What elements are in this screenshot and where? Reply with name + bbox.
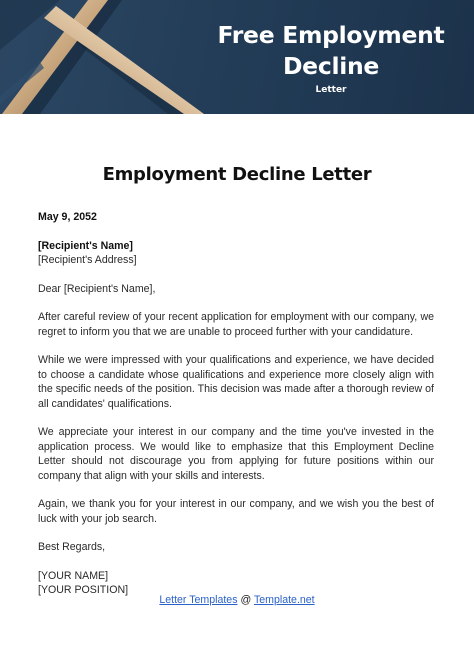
letter-date: May 9, 2052 — [38, 211, 97, 223]
template-net-link[interactable]: Template.net — [253, 594, 315, 606]
document-title: Employment Decline Letter — [102, 164, 372, 185]
signature-position: [YOUR POSITION] — [38, 584, 129, 596]
banner-text — [206, 20, 456, 95]
footer-separator: @ — [237, 594, 254, 606]
banner-subtitle: Letter — [315, 85, 347, 95]
paragraph-3: We appreciate your interest in our company and the time you've invested in the application process. We would like to emphasize that this Employment Decline Letter should not discourage you from applying for future positions within our company that align with your skills and interests. — [38, 426, 434, 482]
recipient-address: [Recipient's Address] — [38, 254, 137, 266]
letter-body — [38, 210, 434, 598]
paragraph-1: After careful review of your recent application for employment with our company, we regret to inform you that we are unable to proceed further with your candidature. — [38, 311, 434, 338]
signature-name: [YOUR NAME] — [38, 569, 109, 582]
banner-title: Free Employment Decline — [217, 21, 445, 80]
closing: Best Regards, — [38, 541, 106, 553]
letter-templates-link[interactable]: Letter Templates — [159, 594, 238, 606]
salutation: Dear [Recipient's Name], — [38, 282, 156, 295]
paragraph-2: While we were impressed with your qualifications and experience, we have decided to choose a candidate whose qualifications and experience more closely align with the specific needs of the position. This decision was made after a thorough review of all candidates' qualifications. — [38, 354, 434, 410]
paragraph-4: Again, we thank you for your interest in our company, and we wish you the best of luck with your job search. — [38, 498, 434, 525]
header-banner — [0, 0, 474, 114]
footer — [0, 594, 474, 606]
recipient-name: [Recipient's Name] — [38, 239, 133, 252]
